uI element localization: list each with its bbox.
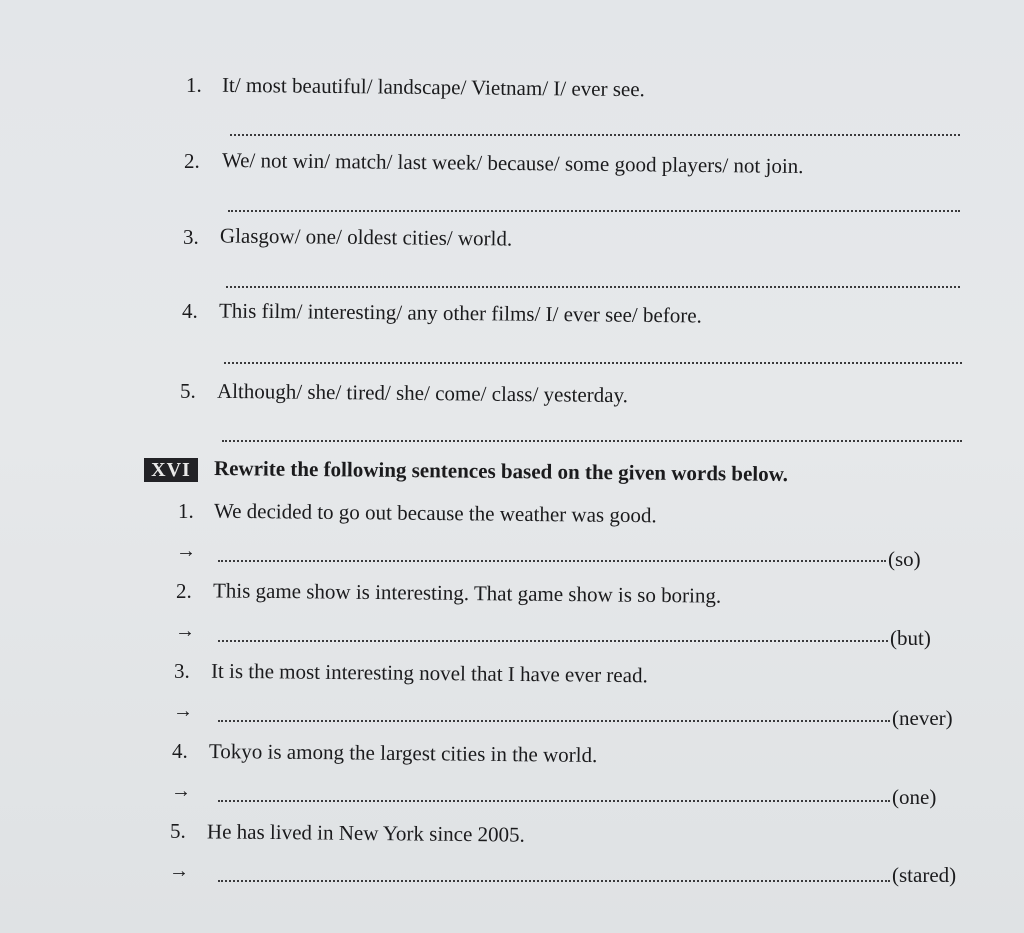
item-number: 1. [178,499,194,523]
item-number: 5. [180,379,196,403]
arrow-icon: → [173,700,193,722]
source-sentence: This game show is interesting. That game show is so boring. [212,578,722,608]
answer-line[interactable] [218,880,890,882]
answer-line[interactable] [228,210,960,212]
given-word-hint: (so) [888,547,921,571]
answer-line[interactable] [218,720,890,722]
answer-line[interactable] [222,440,962,442]
prompt-sentence: We/ not win/ match/ last week/ because/ some good players/ not join. [221,147,804,179]
section-heading: Rewrite the following sentences based on the given words below. [213,455,789,487]
answer-line[interactable] [226,286,960,288]
prompt-sentence: Glasgow/ one/ oldest cities/ world. [219,223,513,251]
item-number: 5. [170,819,186,843]
section-badge: XVI [144,458,198,482]
arrow-icon: → [175,620,195,642]
answer-line[interactable] [230,134,960,136]
prompt-sentence: Although/ she/ tired/ she/ come/ class/ yesterday. [216,378,629,408]
prompt-sentence: It/ most beautiful/ landscape/ Vietnam/ I/ ever see. [221,72,646,102]
prompt-sentence: This film/ interesting/ any other films/ I/ ever see/ before. [218,298,702,328]
answer-line[interactable] [218,800,890,802]
source-sentence: It is the most interesting novel that I have ever read. [210,658,648,688]
given-word-hint: (never) [892,706,953,730]
answer-line[interactable] [218,560,886,562]
source-sentence: Tokyo is among the largest cities in the world. [208,738,598,768]
item-number: 2. [176,579,192,603]
arrow-icon: → [169,860,189,882]
given-word-hint: (one) [892,785,937,809]
item-number: 3. [174,659,190,683]
arrow-icon: → [171,780,191,802]
item-number: 1. [186,73,202,97]
item-number: 4. [182,299,198,323]
item-number: 2. [184,149,200,173]
given-word-hint: (stared) [892,863,957,887]
source-sentence: We decided to go out because the weather was good. [213,498,657,528]
arrow-icon: → [176,540,196,562]
given-word-hint: (but) [890,626,931,650]
answer-line[interactable] [224,362,962,364]
item-number: 4. [172,739,188,763]
item-number: 3. [183,225,199,249]
source-sentence: He has lived in New York since 2005. [206,819,526,847]
answer-line[interactable] [218,640,888,642]
